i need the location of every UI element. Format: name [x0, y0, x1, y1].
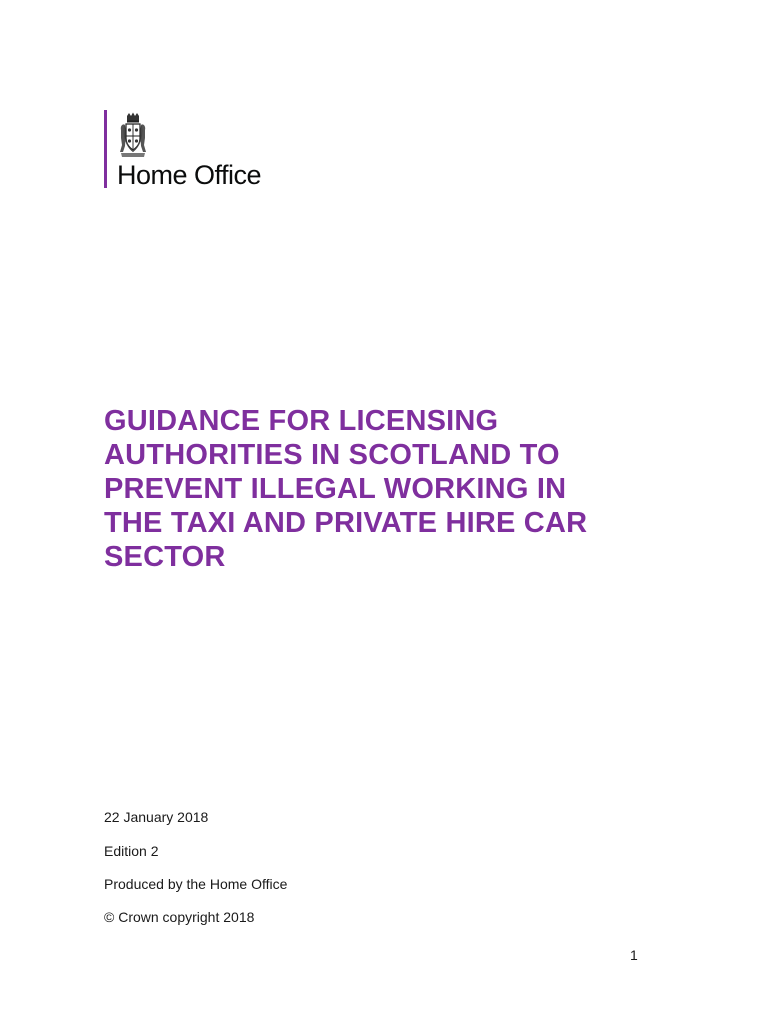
- title-line: PREVENT ILLEGAL WORKING IN: [104, 473, 567, 505]
- producer-label: Produced by the Home Office: [104, 876, 288, 892]
- home-office-logo: [104, 110, 304, 188]
- logo-wordmark: Home Office: [117, 160, 262, 190]
- copyright-notice: © Crown copyright 2018: [104, 909, 255, 925]
- royal-coat-of-arms-icon: [118, 112, 148, 160]
- logo-accent-bar: [104, 110, 107, 188]
- title-line: AUTHORITIES IN SCOTLAND TO: [104, 439, 560, 471]
- document-title: [104, 404, 664, 574]
- title-line: SECTOR: [104, 541, 226, 573]
- publication-date: 22 January 2018: [104, 809, 209, 825]
- title-line: THE TAXI AND PRIVATE HIRE CAR: [104, 507, 588, 539]
- title-line: GUIDANCE FOR LICENSING: [104, 405, 499, 437]
- edition-label: Edition 2: [104, 843, 159, 859]
- page-number: 1: [630, 947, 638, 963]
